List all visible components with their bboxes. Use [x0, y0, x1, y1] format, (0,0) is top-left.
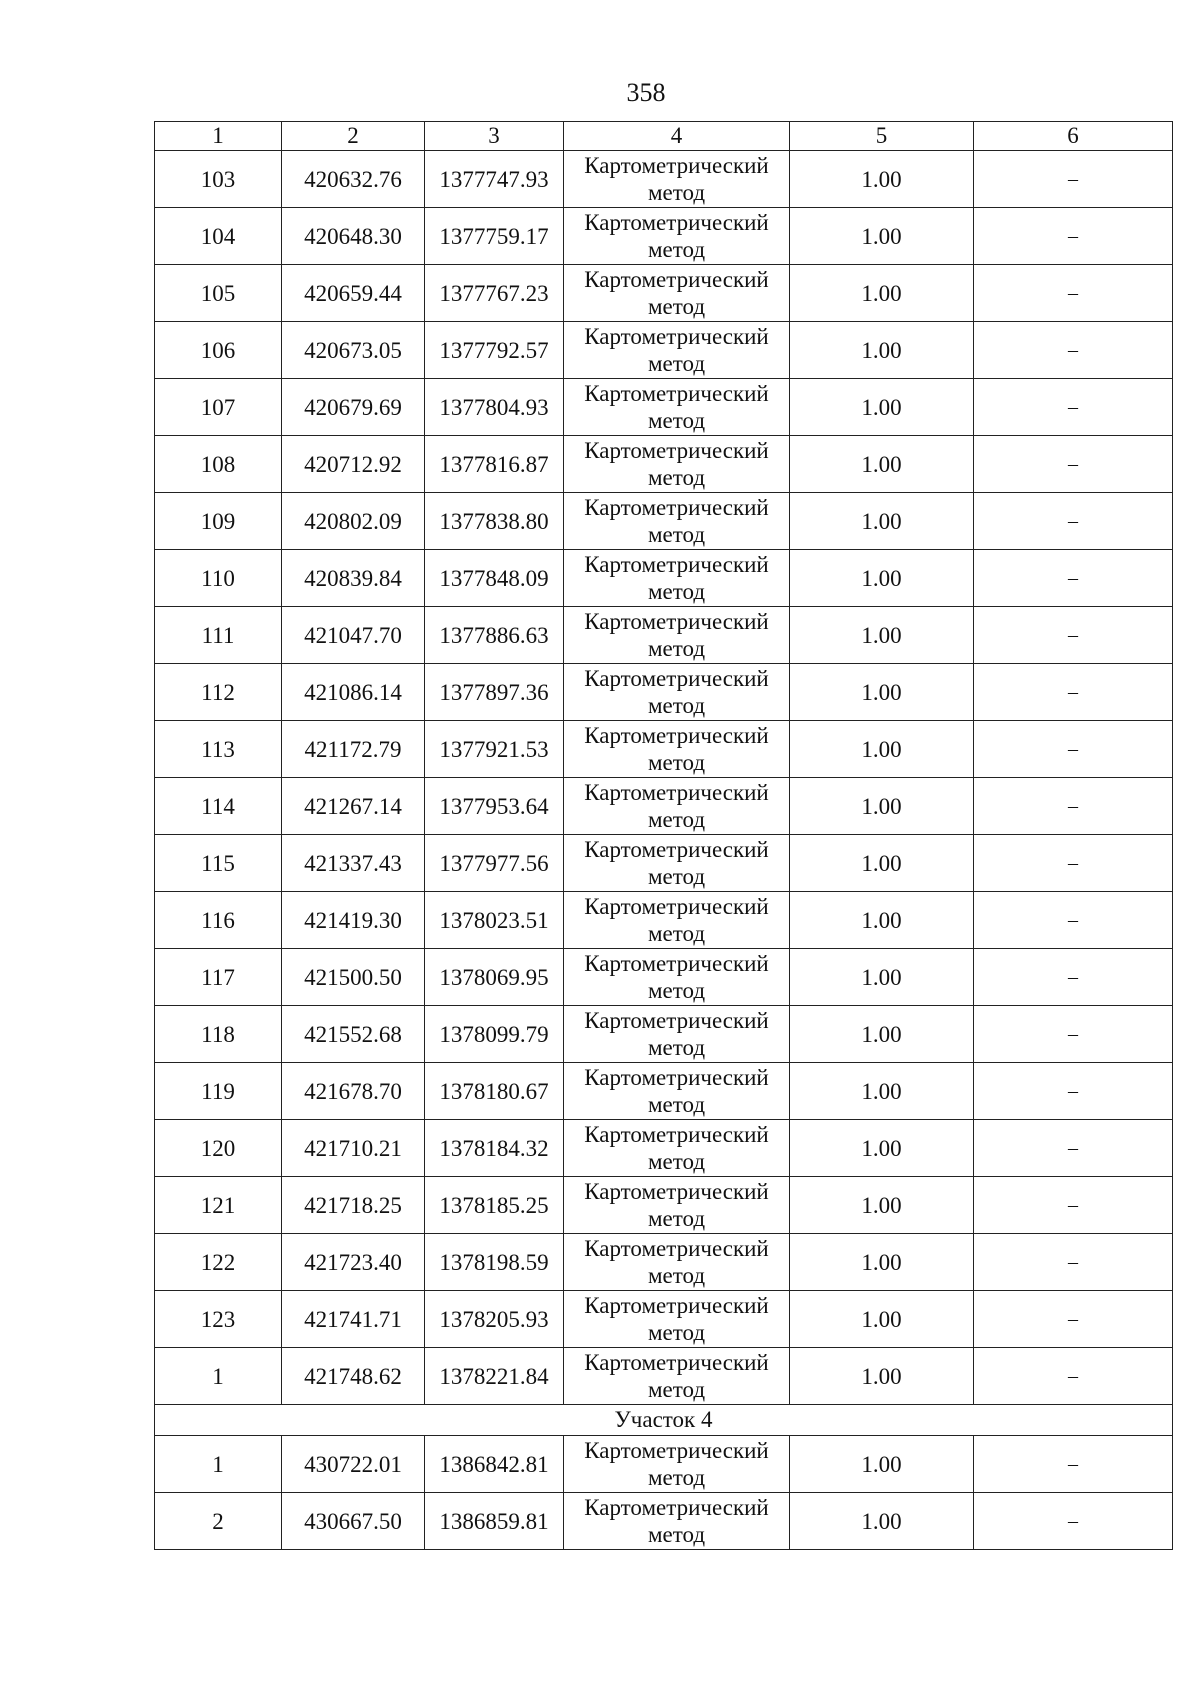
method-cell	[564, 151, 790, 208]
accuracy-cell: 1.00	[790, 892, 974, 949]
method-line-2: метод	[647, 1377, 706, 1402]
x-coordinate-cell: 421500.50	[282, 949, 425, 1006]
note-cell: –	[974, 778, 1173, 835]
method-line-1: Картометрический	[584, 1065, 769, 1090]
accuracy-cell: 1.00	[790, 607, 974, 664]
note-cell: –	[974, 208, 1173, 265]
note-cell: –	[974, 1436, 1173, 1493]
table-row	[155, 778, 1173, 835]
x-coordinate-cell: 420648.30	[282, 208, 425, 265]
method-line-2: метод	[647, 522, 706, 547]
accuracy-cell: 1.00	[790, 1436, 974, 1493]
accuracy-cell: 1.00	[790, 1493, 974, 1550]
method-line-2: метод	[647, 636, 706, 661]
y-coordinate-cell: 1377921.53	[425, 721, 564, 778]
point-number-cell: 2	[155, 1493, 282, 1550]
y-coordinate-cell: 1378023.51	[425, 892, 564, 949]
method-line-1: Картометрический	[584, 210, 769, 235]
note-cell: –	[974, 550, 1173, 607]
method-line-2: метод	[647, 864, 706, 889]
method-line-2: метод	[647, 1465, 706, 1490]
method-cell	[564, 949, 790, 1006]
table-row	[155, 208, 1173, 265]
method-line-2: метод	[647, 1320, 706, 1345]
method-line-1: Картометрический	[584, 1293, 769, 1318]
table-row	[155, 1177, 1173, 1234]
x-coordinate-cell: 421047.70	[282, 607, 425, 664]
table-row	[155, 1234, 1173, 1291]
point-number-cell: 112	[155, 664, 282, 721]
x-coordinate-cell: 421552.68	[282, 1006, 425, 1063]
x-coordinate-cell: 420802.09	[282, 493, 425, 550]
y-coordinate-cell: 1378221.84	[425, 1348, 564, 1405]
y-coordinate-cell: 1386842.81	[425, 1436, 564, 1493]
method-line-2: метод	[647, 978, 706, 1003]
point-number-cell: 116	[155, 892, 282, 949]
table-row	[155, 1436, 1173, 1493]
accuracy-cell: 1.00	[790, 550, 974, 607]
column-header: 1	[155, 122, 282, 151]
note-cell: –	[974, 1063, 1173, 1120]
method-line-2: метод	[647, 579, 706, 604]
column-header: 3	[425, 122, 564, 151]
x-coordinate-cell: 430667.50	[282, 1493, 425, 1550]
table-row	[155, 1006, 1173, 1063]
x-coordinate-cell: 430722.01	[282, 1436, 425, 1493]
accuracy-cell: 1.00	[790, 1291, 974, 1348]
y-coordinate-cell: 1378069.95	[425, 949, 564, 1006]
table-row	[155, 550, 1173, 607]
accuracy-cell: 1.00	[790, 1234, 974, 1291]
table-row	[155, 436, 1173, 493]
table-row	[155, 1493, 1173, 1550]
table-row	[155, 721, 1173, 778]
y-coordinate-cell: 1386859.81	[425, 1493, 564, 1550]
point-number-cell: 114	[155, 778, 282, 835]
method-cell	[564, 607, 790, 664]
method-line-2: метод	[647, 693, 706, 718]
x-coordinate-cell: 420712.92	[282, 436, 425, 493]
y-coordinate-cell: 1377886.63	[425, 607, 564, 664]
method-cell	[564, 1234, 790, 1291]
table-row	[155, 265, 1173, 322]
method-line-1: Картометрический	[584, 438, 769, 463]
point-number-cell: 115	[155, 835, 282, 892]
point-number-cell: 109	[155, 493, 282, 550]
note-cell: –	[974, 949, 1173, 1006]
method-cell	[564, 721, 790, 778]
accuracy-cell: 1.00	[790, 1006, 974, 1063]
point-number-cell: 104	[155, 208, 282, 265]
method-line-1: Картометрический	[584, 1495, 769, 1520]
note-cell: –	[974, 1177, 1173, 1234]
note-cell: –	[974, 1291, 1173, 1348]
y-coordinate-cell: 1377848.09	[425, 550, 564, 607]
note-cell: –	[974, 265, 1173, 322]
method-line-1: Картометрический	[584, 609, 769, 634]
note-cell: –	[974, 1493, 1173, 1550]
method-line-1: Картометрический	[584, 1438, 769, 1463]
x-coordinate-cell: 421718.25	[282, 1177, 425, 1234]
page-number: 358	[626, 78, 666, 107]
method-line-2: метод	[647, 1035, 706, 1060]
method-cell	[564, 778, 790, 835]
note-cell: –	[974, 151, 1173, 208]
y-coordinate-cell: 1377804.93	[425, 379, 564, 436]
y-coordinate-cell: 1378184.32	[425, 1120, 564, 1177]
method-line-1: Картометрический	[584, 495, 769, 520]
x-coordinate-cell: 420632.76	[282, 151, 425, 208]
point-number-cell: 119	[155, 1063, 282, 1120]
method-line-1: Картометрический	[584, 1350, 769, 1375]
x-coordinate-cell: 421086.14	[282, 664, 425, 721]
method-cell	[564, 1177, 790, 1234]
method-line-2: метод	[647, 1149, 706, 1174]
point-number-cell: 103	[155, 151, 282, 208]
column-header: 2	[282, 122, 425, 151]
point-number-cell: 120	[155, 1120, 282, 1177]
table-row	[155, 835, 1173, 892]
accuracy-cell: 1.00	[790, 1120, 974, 1177]
y-coordinate-cell: 1377953.64	[425, 778, 564, 835]
note-cell: –	[974, 835, 1173, 892]
table-row	[155, 607, 1173, 664]
method-line-1: Картометрический	[584, 552, 769, 577]
y-coordinate-cell: 1378198.59	[425, 1234, 564, 1291]
column-header: 5	[790, 122, 974, 151]
accuracy-cell: 1.00	[790, 436, 974, 493]
accuracy-cell: 1.00	[790, 664, 974, 721]
method-cell	[564, 1291, 790, 1348]
method-cell	[564, 664, 790, 721]
accuracy-cell: 1.00	[790, 949, 974, 1006]
point-number-cell: 113	[155, 721, 282, 778]
accuracy-cell: 1.00	[790, 1348, 974, 1405]
x-coordinate-cell: 421337.43	[282, 835, 425, 892]
note-cell: –	[974, 892, 1173, 949]
y-coordinate-cell: 1378205.93	[425, 1291, 564, 1348]
y-coordinate-cell: 1377767.23	[425, 265, 564, 322]
table-row	[155, 664, 1173, 721]
method-line-1: Картометрический	[584, 894, 769, 919]
header-row	[155, 122, 1173, 151]
method-line-1: Картометрический	[584, 1179, 769, 1204]
method-line-1: Картометрический	[584, 324, 769, 349]
method-cell	[564, 835, 790, 892]
x-coordinate-cell: 420679.69	[282, 379, 425, 436]
note-cell: –	[974, 379, 1173, 436]
note-cell: –	[974, 436, 1173, 493]
point-number-cell: 118	[155, 1006, 282, 1063]
x-coordinate-cell: 420839.84	[282, 550, 425, 607]
table-row	[155, 1291, 1173, 1348]
x-coordinate-cell: 421172.79	[282, 721, 425, 778]
table-row	[155, 322, 1173, 379]
y-coordinate-cell: 1378180.67	[425, 1063, 564, 1120]
note-cell: –	[974, 1234, 1173, 1291]
point-number-cell: 110	[155, 550, 282, 607]
accuracy-cell: 1.00	[790, 1063, 974, 1120]
method-line-2: метод	[647, 180, 706, 205]
accuracy-cell: 1.00	[790, 1177, 974, 1234]
column-header: 6	[974, 122, 1173, 151]
point-number-cell: 123	[155, 1291, 282, 1348]
x-coordinate-cell: 421741.71	[282, 1291, 425, 1348]
accuracy-cell: 1.00	[790, 493, 974, 550]
note-cell: –	[974, 607, 1173, 664]
section-row	[155, 1405, 1173, 1436]
method-line-1: Картометрический	[584, 153, 769, 178]
x-coordinate-cell: 421419.30	[282, 892, 425, 949]
note-cell: –	[974, 664, 1173, 721]
method-line-1: Картометрический	[584, 951, 769, 976]
section-title: Участок 4	[155, 1405, 1173, 1436]
table-row	[155, 151, 1173, 208]
point-number-cell: 1	[155, 1348, 282, 1405]
note-cell: –	[974, 1348, 1173, 1405]
table-row	[155, 1063, 1173, 1120]
point-number-cell: 122	[155, 1234, 282, 1291]
y-coordinate-cell: 1377897.36	[425, 664, 564, 721]
method-cell	[564, 265, 790, 322]
method-line-2: метод	[647, 1263, 706, 1288]
y-coordinate-cell: 1377816.87	[425, 436, 564, 493]
x-coordinate-cell: 421723.40	[282, 1234, 425, 1291]
table-row	[155, 892, 1173, 949]
point-number-cell: 107	[155, 379, 282, 436]
accuracy-cell: 1.00	[790, 265, 974, 322]
accuracy-cell: 1.00	[790, 379, 974, 436]
method-line-1: Картометрический	[584, 1122, 769, 1147]
method-line-2: метод	[647, 921, 706, 946]
y-coordinate-cell: 1377838.80	[425, 493, 564, 550]
note-cell: –	[974, 322, 1173, 379]
method-line-1: Картометрический	[584, 780, 769, 805]
method-cell	[564, 1006, 790, 1063]
method-line-1: Картометрический	[584, 666, 769, 691]
method-line-1: Картометрический	[584, 1008, 769, 1033]
point-number-cell: 1	[155, 1436, 282, 1493]
method-line-2: метод	[647, 237, 706, 262]
x-coordinate-cell: 420673.05	[282, 322, 425, 379]
point-number-cell: 108	[155, 436, 282, 493]
y-coordinate-cell: 1377792.57	[425, 322, 564, 379]
method-cell	[564, 436, 790, 493]
method-cell	[564, 1063, 790, 1120]
accuracy-cell: 1.00	[790, 721, 974, 778]
x-coordinate-cell: 421710.21	[282, 1120, 425, 1177]
method-cell	[564, 892, 790, 949]
method-line-2: метод	[647, 465, 706, 490]
y-coordinate-cell: 1377747.93	[425, 151, 564, 208]
method-line-2: метод	[647, 750, 706, 775]
method-cell	[564, 550, 790, 607]
table-row	[155, 1120, 1173, 1177]
accuracy-cell: 1.00	[790, 208, 974, 265]
y-coordinate-cell: 1377759.17	[425, 208, 564, 265]
note-cell: –	[974, 493, 1173, 550]
method-line-2: метод	[647, 351, 706, 376]
method-cell	[564, 322, 790, 379]
x-coordinate-cell: 421267.14	[282, 778, 425, 835]
accuracy-cell: 1.00	[790, 835, 974, 892]
y-coordinate-cell: 1377977.56	[425, 835, 564, 892]
table-row	[155, 949, 1173, 1006]
point-number-cell: 121	[155, 1177, 282, 1234]
method-line-1: Картометрический	[584, 381, 769, 406]
method-line-1: Картометрический	[584, 723, 769, 748]
method-cell	[564, 1436, 790, 1493]
method-cell	[564, 1348, 790, 1405]
note-cell: –	[974, 1120, 1173, 1177]
method-cell	[564, 1120, 790, 1177]
y-coordinate-cell: 1378185.25	[425, 1177, 564, 1234]
method-line-2: метод	[647, 408, 706, 433]
table-row	[155, 1348, 1173, 1405]
x-coordinate-cell: 420659.44	[282, 265, 425, 322]
x-coordinate-cell: 421748.62	[282, 1348, 425, 1405]
point-number-cell: 106	[155, 322, 282, 379]
point-number-cell: 117	[155, 949, 282, 1006]
table-row	[155, 493, 1173, 550]
accuracy-cell: 1.00	[790, 778, 974, 835]
point-number-cell: 105	[155, 265, 282, 322]
note-cell: –	[974, 1006, 1173, 1063]
method-cell	[564, 493, 790, 550]
y-coordinate-cell: 1378099.79	[425, 1006, 564, 1063]
accuracy-cell: 1.00	[790, 322, 974, 379]
coordinates-table	[154, 121, 1173, 1550]
method-cell	[564, 1493, 790, 1550]
method-line-2: метод	[647, 1092, 706, 1117]
method-line-2: метод	[647, 1206, 706, 1231]
method-cell	[564, 379, 790, 436]
method-cell	[564, 208, 790, 265]
method-line-2: метод	[647, 807, 706, 832]
method-line-2: метод	[647, 1522, 706, 1547]
method-line-2: метод	[647, 294, 706, 319]
column-header: 4	[564, 122, 790, 151]
method-line-1: Картометрический	[584, 837, 769, 862]
point-number-cell: 111	[155, 607, 282, 664]
note-cell: –	[974, 721, 1173, 778]
method-line-1: Картометрический	[584, 1236, 769, 1261]
method-line-1: Картометрический	[584, 267, 769, 292]
accuracy-cell: 1.00	[790, 151, 974, 208]
table-row	[155, 379, 1173, 436]
x-coordinate-cell: 421678.70	[282, 1063, 425, 1120]
